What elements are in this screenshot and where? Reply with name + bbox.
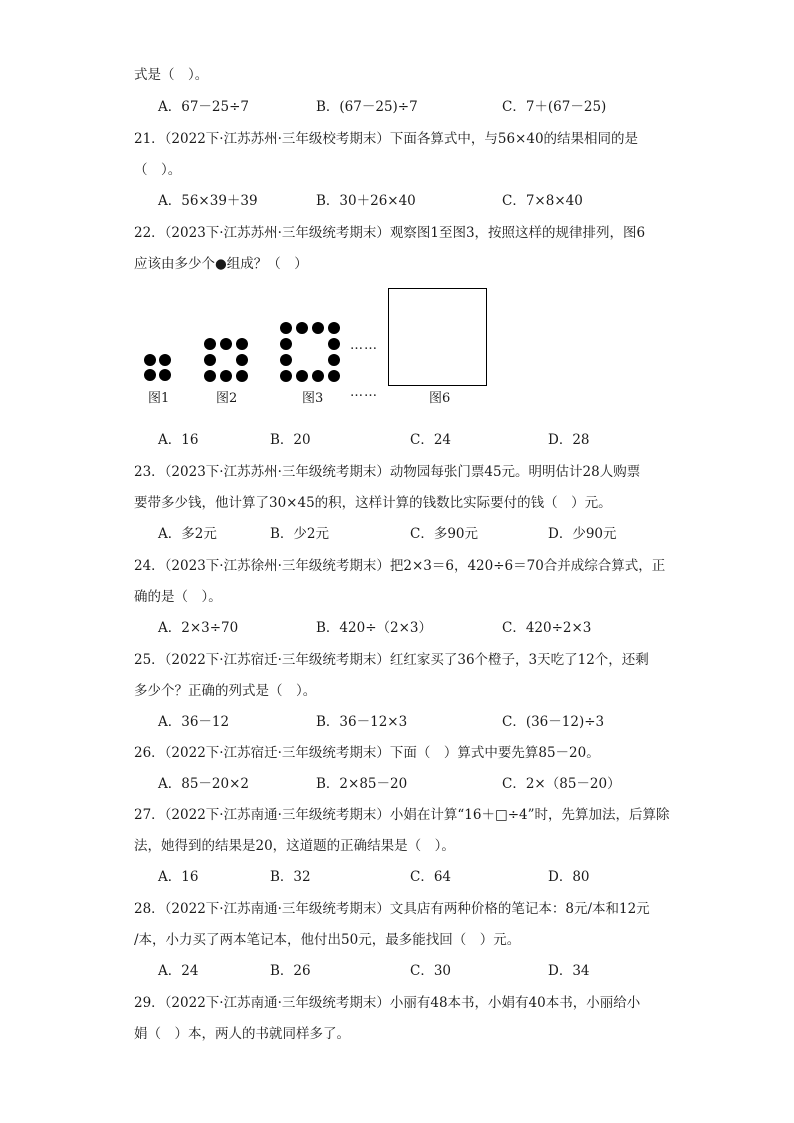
q20-stem-end: 式是（ ）。: [134, 67, 209, 83]
q24-stem-line2: 确的是（ ）。: [134, 589, 222, 605]
q24-option-a[interactable]: A．2×3÷70: [158, 620, 239, 636]
dot: [236, 354, 248, 366]
dot: [312, 322, 324, 334]
q26-stem: 26．（2022下·江苏宿迁·三年级统考期末）下面（ ）算式中要先算85－20。: [134, 745, 600, 761]
dot: [280, 354, 292, 366]
dot: [220, 338, 232, 350]
q22-stem-line2: 应该由多少个●组成？（ ）: [134, 256, 308, 272]
ellipsis-upper: ……: [350, 338, 378, 353]
dot: [204, 354, 216, 366]
dot: [312, 370, 324, 382]
q26-option-c[interactable]: C．2×（85－20）: [502, 776, 621, 792]
q21-option-a[interactable]: A．56×39＋39: [158, 193, 258, 209]
q28-option-b[interactable]: B．26: [270, 963, 311, 979]
dot: [204, 370, 216, 382]
dot: [144, 354, 156, 366]
q20-option-c[interactable]: C．7＋(67－25): [502, 99, 607, 115]
q25-option-a[interactable]: A．36－12: [158, 714, 230, 730]
q23-stem-line2: 要带多少钱，他计算了30×45的积，这样计算的钱数比实际要付的钱（ ）元。: [134, 495, 612, 511]
figure-2-label: 图2: [216, 391, 238, 406]
dot: [328, 322, 340, 334]
q22-stem-line1: 22．（2023下·江苏苏州·三年级统考期末）观察图1至图3，按照这样的规律排列，图6: [134, 225, 646, 241]
dot: [296, 370, 308, 382]
q21-stem-line2: （ ）。: [134, 162, 182, 178]
q27-option-c[interactable]: C．64: [410, 869, 452, 885]
dot: [328, 370, 340, 382]
q29-stem-line1: 29．（2022下·江苏南通·三年级统考期末）小丽有48本书，小娟有40本书，小丽给小: [134, 995, 641, 1011]
q20-option-b[interactable]: B．(67－25)÷7: [316, 99, 418, 115]
q24-option-c[interactable]: C．420÷2×3: [502, 620, 592, 636]
q22-option-d[interactable]: D．28: [548, 432, 590, 448]
q23-option-b[interactable]: B．少2元: [270, 526, 330, 542]
figure-6-blank-box: [388, 288, 487, 386]
q28-option-d[interactable]: D．34: [548, 963, 590, 979]
q22-figure: [140, 284, 500, 406]
q28-option-c[interactable]: C．30: [410, 963, 452, 979]
q24-stem-line1: 24．（2023下·江苏徐州·三年级统考期末）把2×3＝6，420÷6＝70合并成综合算式，正: [134, 558, 666, 574]
q23-stem-line1: 23．（2023下·江苏苏州·三年级统考期末）动物园每张门票45元。明明估计28人购票: [134, 464, 641, 480]
dot: [280, 370, 292, 382]
q28-stem-line2: /本，小力买了两本笔记本，他付出50元，最多能找回（ ）元。: [134, 932, 521, 948]
dot: [296, 322, 308, 334]
q27-stem-line2: 法，她得到的结果是20，这道题的正确结果是（ ）。: [134, 838, 455, 854]
dot: [144, 369, 156, 381]
q27-option-d[interactable]: D．80: [548, 869, 590, 885]
q23-option-d[interactable]: D．少90元: [548, 526, 617, 542]
q21-stem-line1: 21．（2022下·江苏苏州·三年级校考期末）下面各算式中，与56×40的结果相同的是: [134, 131, 639, 147]
q23-option-a[interactable]: A．多2元: [158, 526, 217, 542]
figure-6-label: 图6: [429, 391, 451, 406]
dot: [236, 338, 248, 350]
q21-option-c[interactable]: C．7×8×40: [502, 193, 583, 209]
q25-stem-line2: 多少个？正确的列式是（ ）。: [134, 683, 317, 699]
ellipsis-lower: ……: [350, 385, 378, 400]
q25-option-c[interactable]: C．(36－12)÷3: [502, 714, 605, 730]
dot: [159, 369, 171, 381]
dot: [328, 354, 340, 366]
q27-stem-line1: 27．（2022下·江苏南通·三年级统考期末）小娟在计算“16＋□÷4”时，先算加法，后算除: [134, 807, 670, 823]
q29-stem-line2: 娟（ ）本，两人的书就同样多了。: [134, 1026, 350, 1042]
q20-option-a[interactable]: A．67－25÷7: [158, 99, 250, 115]
dot: [328, 338, 340, 350]
q24-option-b[interactable]: B．420÷（2×3）: [316, 620, 432, 636]
q25-option-b[interactable]: B．36－12×3: [316, 714, 408, 730]
dot: [204, 338, 216, 350]
dot: [280, 322, 292, 334]
dot: [280, 338, 292, 350]
q26-option-a[interactable]: A．85－20×2: [158, 776, 250, 792]
q28-option-a[interactable]: A．24: [158, 963, 199, 979]
figure-3-label: 图3: [302, 391, 324, 406]
q22-option-c[interactable]: C．24: [410, 432, 452, 448]
dot: [159, 354, 171, 366]
q22-option-a[interactable]: A．16: [158, 432, 199, 448]
q27-option-a[interactable]: A．16: [158, 869, 199, 885]
dot: [220, 370, 232, 382]
q23-option-c[interactable]: C．多90元: [410, 526, 479, 542]
dot: [236, 370, 248, 382]
q25-stem-line1: 25．（2022下·江苏宿迁·三年级统考期末）红红家买了36个橙子，3天吃了12个，还剩: [134, 652, 649, 668]
figure-1-label: 图1: [148, 391, 170, 406]
q28-stem-line1: 28．（2022下·江苏南通·三年级统考期末）文具店有两种价格的笔记本：8元/本和12元: [134, 901, 650, 917]
q22-option-b[interactable]: B．20: [270, 432, 311, 448]
q21-option-b[interactable]: B．30＋26×40: [316, 193, 416, 209]
q27-option-b[interactable]: B．32: [270, 869, 311, 885]
q26-option-b[interactable]: B．2×85－20: [316, 776, 408, 792]
